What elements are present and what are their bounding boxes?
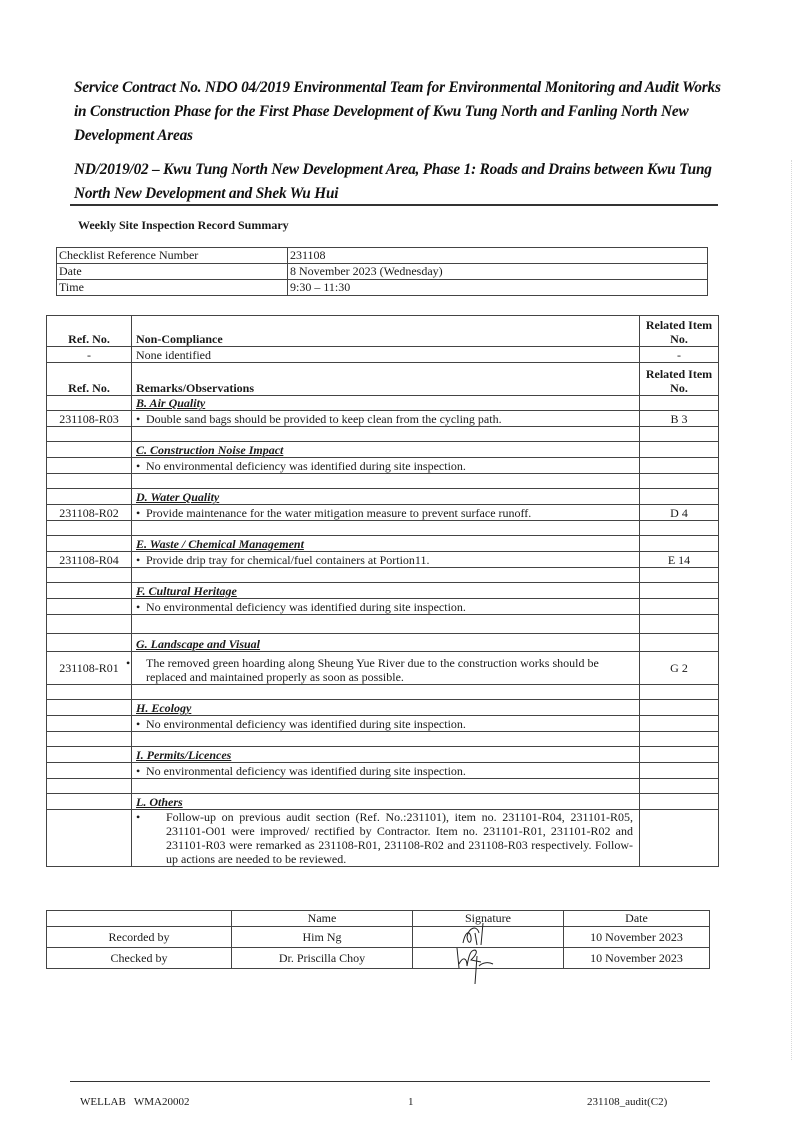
remark-row [47, 458, 719, 474]
related-cell [640, 763, 719, 779]
scan-edge-line [791, 160, 793, 1060]
name-header: Name [232, 911, 413, 927]
section-heading: G. Landscape and Visual [132, 634, 640, 652]
related-cell [640, 599, 719, 615]
blank-row [47, 615, 719, 634]
related-cell [640, 458, 719, 474]
remark-text: • Double sand bags should be provided to keep clean from the cycling path. [132, 411, 640, 427]
ref-cell [47, 810, 132, 867]
non-compliance-row [47, 347, 719, 363]
name-cell: Him Ng [232, 927, 413, 948]
page-number: 1 [408, 1096, 414, 1108]
info-row-date [57, 264, 708, 280]
related-cell: G 2 [640, 652, 719, 685]
section-header-row [47, 396, 719, 411]
remark-text: • No environmental deficiency was identified during site inspection. [132, 458, 640, 474]
section-heading: H. Ecology [132, 700, 640, 716]
remark-text: • Follow-up on previous audit section (Ref. No.:231101), item no. 231101-R04, 231101-R05, 231101-O01 were improved/ rectified by Contractor. Item no. 231101-R01, 231101-R02 and 231101-R03 were remarked as 231108-R01, 231108-R02 and 231108-R03 respectively. Follow-up actions are needed to be reviewed. [132, 810, 640, 867]
section-header-row [47, 442, 719, 458]
ref-cell [47, 458, 132, 474]
bullet-icon: • [136, 506, 141, 520]
related-cell: D 4 [640, 505, 719, 521]
remark-row [47, 810, 719, 867]
info-label: Time [57, 280, 288, 296]
section-heading: E. Waste / Chemical Management [132, 536, 640, 552]
footer-left: WELLAB WMA20002 [80, 1096, 190, 1108]
blank-row [47, 732, 719, 747]
blank-row [47, 568, 719, 583]
section-heading: I. Permits/Licences [132, 747, 640, 763]
related-cell: E 14 [640, 552, 719, 568]
col-related-header: Related Item No. [640, 363, 719, 396]
section-header-row [47, 747, 719, 763]
related-cell: - [640, 347, 719, 363]
related-cell [640, 810, 719, 867]
signoff-table [46, 910, 710, 969]
section-header-row [47, 794, 719, 810]
section-header-row [47, 536, 719, 552]
footer-right: 231108_audit(C2) [587, 1096, 668, 1108]
blank-row [47, 685, 719, 700]
bullet-icon: • [136, 600, 141, 614]
date-cell: 10 November 2023 [564, 948, 710, 969]
footer-divider [70, 1081, 710, 1082]
section-header-row [47, 489, 719, 505]
contract-title: Service Contract No. NDO 04/2019 Environmental Team for Environmental Monitoring and Audit Works in Construction Phase for the First Phase Development of Kwu Tung North and Fanling North New Development Areas [74, 79, 721, 144]
bullet-icon: • [136, 810, 141, 824]
ref-cell: 231108-R01 [47, 652, 132, 685]
desc-cell: None identified [132, 347, 640, 363]
signature-cell [413, 948, 564, 969]
signoff-header [47, 911, 710, 927]
remark-text: • Provide drip tray for chemical/fuel containers at Portion11. [132, 552, 640, 568]
inspection-table [46, 315, 719, 867]
project-title: ND/2019/02 – Kwu Tung North New Development Area, Phase 1: Roads and Drains between Kwu Tung North New Development and Shek Wu Hui [74, 161, 712, 202]
section-header-row [47, 634, 719, 652]
section-heading: B. Air Quality [132, 396, 640, 411]
ref-cell: 231108-R03 [47, 411, 132, 427]
section-header-row [47, 700, 719, 716]
section-header-row [47, 583, 719, 599]
col-related-header: Related Item No. [640, 316, 719, 347]
related-cell [640, 716, 719, 732]
remark-row [47, 599, 719, 615]
remark-text: • The removed green hoarding along Sheung Yue River due to the construction works should be replaced and maintained properly as soon as possible. [132, 652, 640, 685]
name-cell: Dr. Priscilla Choy [232, 948, 413, 969]
remark-text: • No environmental deficiency was identified during site inspection. [132, 599, 640, 615]
section-heading: F. Cultural Heritage [132, 583, 640, 599]
blank-row [47, 521, 719, 536]
date-header: Date [564, 911, 710, 927]
remark-row [47, 552, 719, 568]
non-compliance-header [47, 316, 719, 347]
section-heading: L. Others [132, 794, 640, 810]
role-cell: Recorded by [47, 927, 232, 948]
date-cell: 10 November 2023 [564, 927, 710, 948]
col-ref-header: Ref. No. [47, 316, 132, 347]
blank-row [47, 427, 719, 442]
col-ref-header: Ref. No. [47, 363, 132, 396]
ref-cell [47, 599, 132, 615]
remark-row [47, 505, 719, 521]
remark-row [47, 716, 719, 732]
signature-header: Signature [413, 911, 564, 927]
bullet-icon: • [136, 459, 141, 473]
ref-cell: - [47, 347, 132, 363]
info-value: 9:30 – 11:30 [288, 280, 708, 296]
info-label: Checklist Reference Number [57, 248, 288, 264]
remark-text: • Provide maintenance for the water mitigation measure to prevent surface runoff. [132, 505, 640, 521]
section-heading: C. Construction Noise Impact [132, 442, 640, 458]
remark-text: • No environmental deficiency was identified during site inspection. [132, 763, 640, 779]
related-cell: B 3 [640, 411, 719, 427]
bullet-icon: • [136, 412, 141, 426]
remarks-header [47, 363, 719, 396]
info-label: Date [57, 264, 288, 280]
info-row-time [57, 280, 708, 296]
blank-row [47, 779, 719, 794]
ref-cell [47, 763, 132, 779]
remark-text: • No environmental deficiency was identified during site inspection. [132, 716, 640, 732]
bullet-icon: • [136, 717, 141, 731]
role-cell: Checked by [47, 948, 232, 969]
header-divider [70, 204, 718, 206]
remark-row [47, 411, 719, 427]
remark-row [47, 763, 719, 779]
signoff-row-checked [47, 948, 710, 969]
ref-cell [47, 716, 132, 732]
handwritten-signature-icon [453, 944, 513, 984]
info-value: 8 November 2023 (Wednesday) [288, 264, 708, 280]
remark-row [47, 652, 719, 685]
info-value: 231108 [288, 248, 708, 264]
col-remarks-header: Remarks/Observations [132, 363, 640, 396]
info-table [56, 247, 708, 296]
ref-cell: 231108-R04 [47, 552, 132, 568]
role-header [47, 911, 232, 927]
col-noncompliance-header: Non-Compliance [132, 316, 640, 347]
ref-cell: 231108-R02 [47, 505, 132, 521]
document-header [74, 76, 724, 206]
section-title: Weekly Site Inspection Record Summary [78, 218, 289, 232]
bullet-icon: • [136, 764, 141, 778]
bullet-icon: • [126, 656, 131, 670]
signoff-row-recorded [47, 927, 710, 948]
bullet-icon: • [136, 553, 141, 567]
info-row-reference [57, 248, 708, 264]
blank-row [47, 474, 719, 489]
section-heading: D. Water Quality [132, 489, 640, 505]
